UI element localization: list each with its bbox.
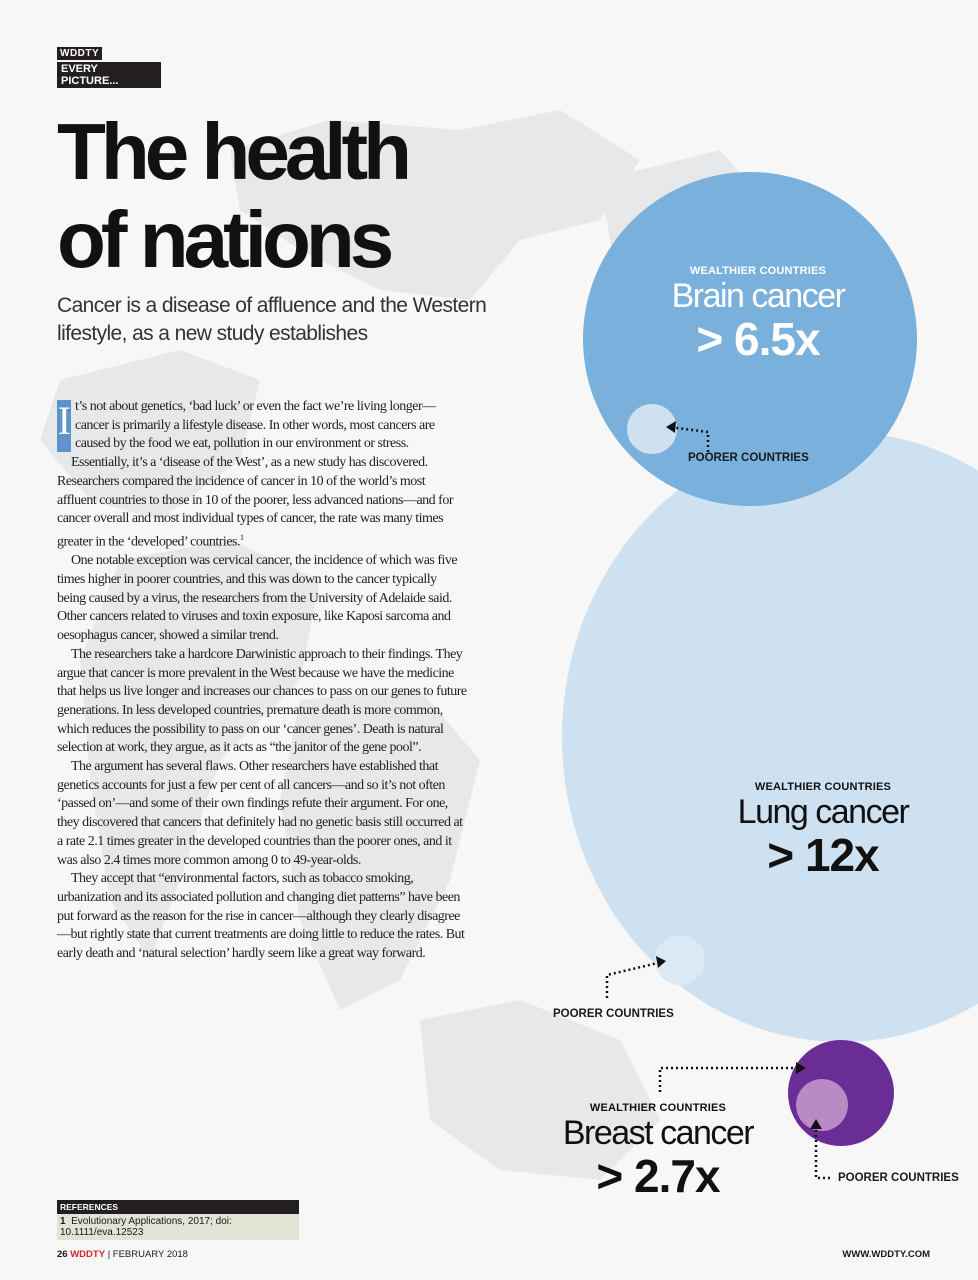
brain-poorer-label: POORER COUNTRIES [688, 452, 809, 464]
brain-cancer-value: > 6.5x [696, 313, 820, 365]
lung-arrowhead [656, 956, 666, 968]
brand-tag: WDDTY [57, 47, 102, 60]
references [57, 1200, 299, 1240]
breast-arrow-poorer [816, 1125, 830, 1178]
breast-cancer-name: Breast cancer [562, 1114, 754, 1152]
lung-wealthier-label: WEALTHIER COUNTRIES [754, 781, 892, 793]
breast-label [540, 1102, 776, 1200]
lung-poorer-label: POORER COUNTRIES [553, 1008, 674, 1020]
title-line-1: The health [57, 107, 408, 196]
section-label: EVERY PICTURE... [57, 62, 161, 88]
paragraph-6: They accept that “environmental factors, such as tobacco smoking, urbanization and its associated pollution and changing diet patterns” have been put forward as the reason for the rise in cancer—although they clearly disagree—but rightly state that current treatments are doing little to reduce the rates. But early death and ‘natural selection’ hardly seem like a great way forward. [57, 871, 465, 962]
breast-arrow-wealthier [660, 1068, 800, 1092]
lung-arrow [607, 962, 662, 998]
brain-cancer-name: Brain cancer [671, 277, 845, 315]
breast-cancer-value: > 2.7x [596, 1150, 720, 1202]
subtitle: Cancer is a disease of affluence and the Western lifestyle, as a new study establishes [57, 294, 487, 345]
paragraph-4: The researchers take a hardcore Darwinistic approach to their findings. They argue that cancer is more prevalent in the West because we have the medicine that helps us live longer and increases our chances to pass on our genes to future generations. In less developed countries, premature death is more common, which reduces the possibility to pass on our ‘cancer genes’. Death is natural selection at work, they argue, as it acts as “the janitor of the gene pool”. [57, 646, 467, 756]
breast-poorer-label: POORER COUNTRIES [838, 1172, 959, 1184]
paragraph-5: The argument has several flaws. Other researchers have established that genetics accounts for just a few per cent of all cancers—and so it’s not often ‘passed on’—and some of their own findings refute their argument. For one, they discovered that cancers that definitely had no genetic basis still occurred at a rate 2.1 times greater in the developed countries than the poorer ones, and it was also 2.4 times more common among 0 to 49-year-olds. [57, 759, 463, 868]
lung-cancer-name: Lung cancer [737, 793, 909, 831]
footer-left [57, 1249, 188, 1260]
references-heading: REFERENCES [57, 1200, 299, 1214]
reference-item: 1 Evolutionary Applications, 2017; doi: 10.1111/eva.12523 [57, 1214, 299, 1240]
title-line-2: of nations [57, 195, 390, 284]
breast-wealthier-label: WEALTHIER COUNTRIES [589, 1102, 727, 1114]
breast-arrowhead-1 [796, 1062, 806, 1074]
footnote-mark: 1 [239, 532, 244, 542]
breast-arrowhead-2 [810, 1119, 822, 1129]
footer-date: | FEBRUARY 2018 [107, 1249, 188, 1260]
brain-arrowhead [666, 421, 676, 433]
lung-label [705, 781, 941, 879]
paragraph-3: One notable exception was cervical cancer, the incidence of which was five times higher in poorer countries, and this was down to the cancer typically being caused by a virus, the researchers from the University of Adelaide said. Other cancers related to viruses and toxin exposure, like Kaposi sarcoma and oesophagus cancer, showed a similar trend. [57, 553, 458, 644]
brain-label [640, 265, 876, 363]
brain-arrow [670, 427, 708, 452]
lung-cancer-value: > 12x [767, 829, 879, 881]
paragraph-1: I t’s not about genetics, ‘bad luck’ or even the fact we’re living longer—cancer is primarily a lifestyle disease. In other words, most cancers are caused by the food we eat, pollution in our environment or stress. [57, 398, 436, 452]
page-number: 26 [57, 1249, 68, 1260]
footer-url: WWW.WDDTY.COM [842, 1249, 930, 1260]
footer-brand: WDDTY [70, 1249, 106, 1260]
drop-cap: I [57, 400, 71, 452]
brain-wealthier-label: WEALTHIER COUNTRIES [689, 265, 827, 277]
paragraph-2: Essentially, it’s a ‘disease of the West’, as a new study has discovered. Researchers compared the incidence of cancer in 10 of the world’s most affluent countries to those in 10 of the poorer, less advanced nations—and for cancer overall and most individual types of cancer, the rate was many times greater in the ‘developed’ countries.$^1$ [57, 455, 454, 550]
